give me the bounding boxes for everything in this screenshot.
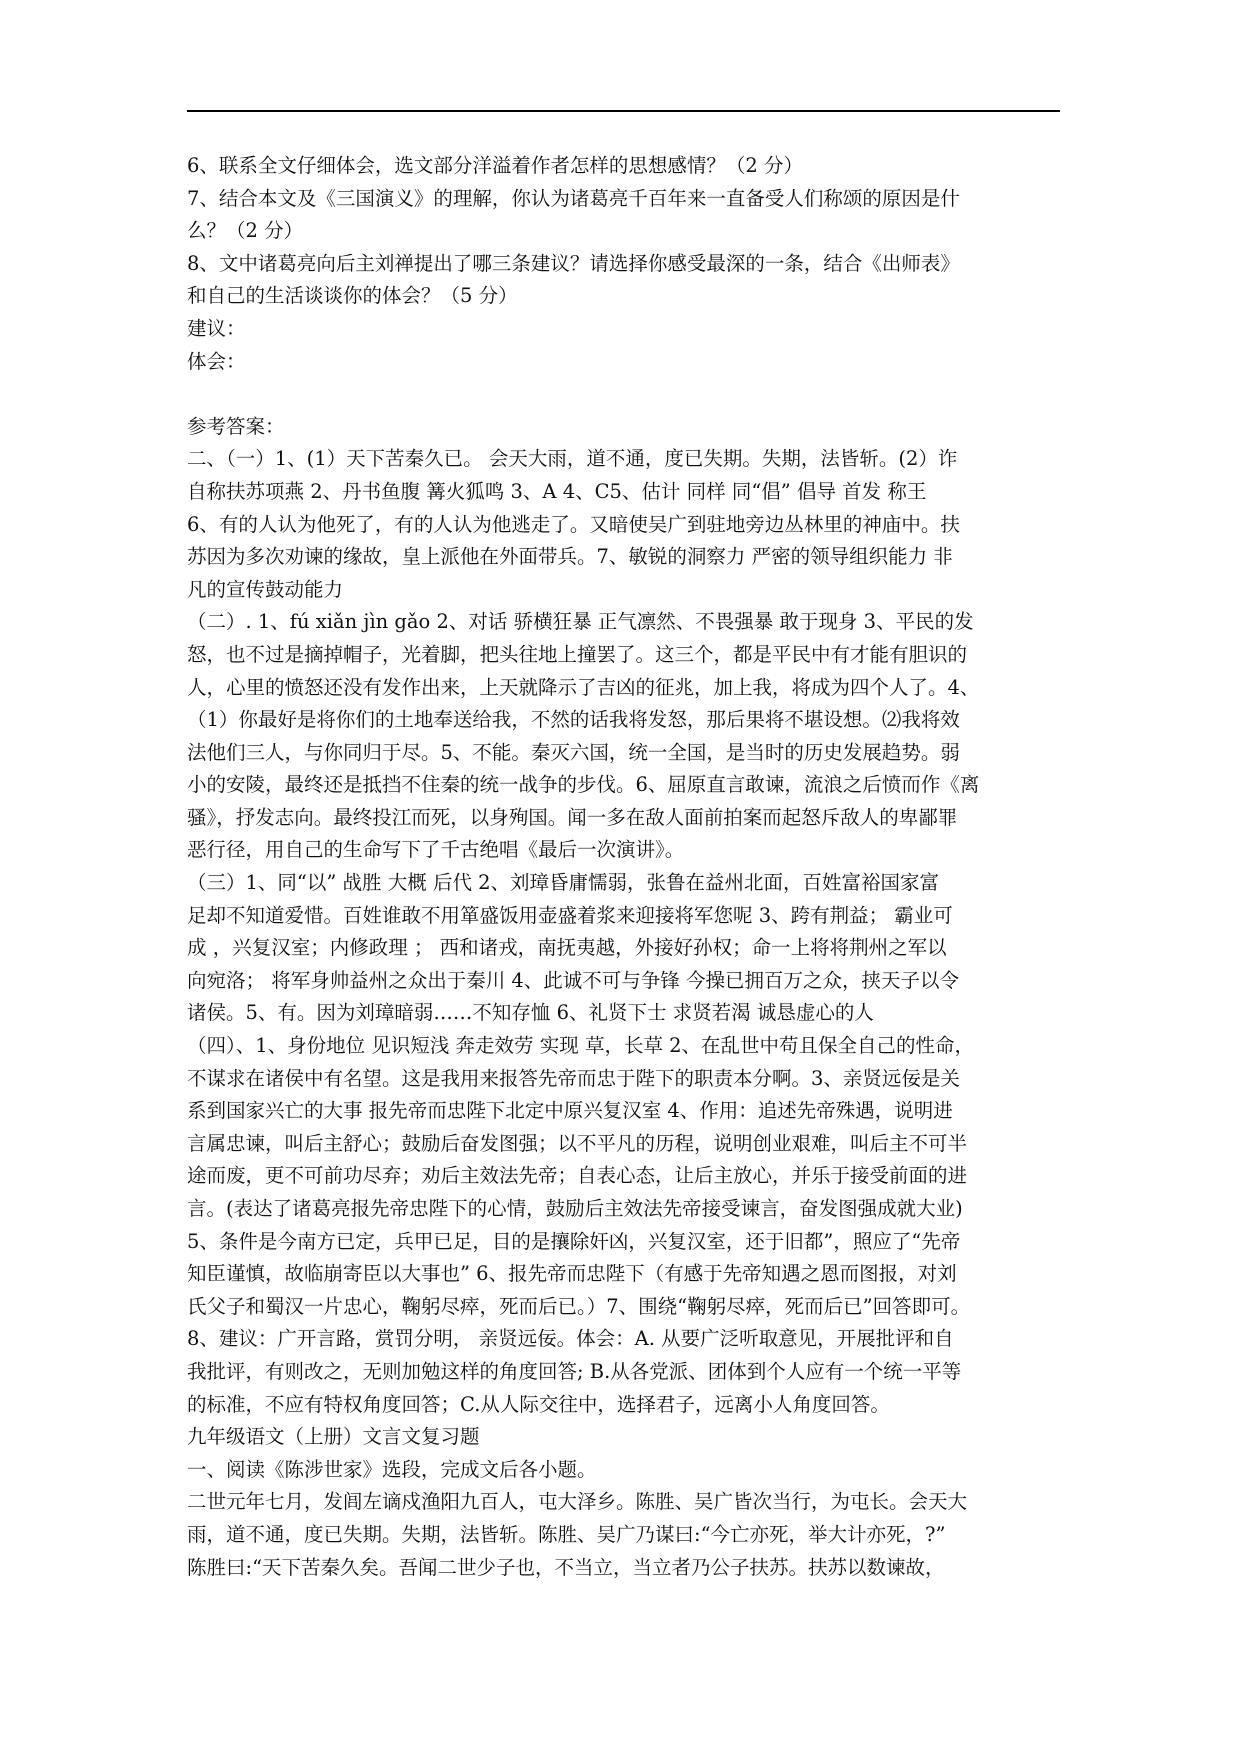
suggestion-label: 建议： xyxy=(187,316,246,340)
answer-line: 骚》，抒发志向。最终投江而死，以身殉国。闻一多在敌人面前拍案而起怒斥敌人的卑鄙罪 xyxy=(187,805,958,829)
answers-heading: 参考答案： xyxy=(187,414,285,438)
answer-line: 知臣谨慎，故临崩寄臣以大事也” 6、报先帝而忠陛下（有感于先帝知遇之恩而图报，对刘 xyxy=(187,1262,957,1286)
question-7: 7、结合本文及《三国演义》的理解，你认为诸葛亮千百年来一直备受人们称颂的原因是什 xyxy=(187,186,960,210)
answer-line: 不谋求在诸侯中有名望。这是我用来报答先帝而忠于陛下的职责本分啊。3、亲贤远佞是关 xyxy=(187,1066,960,1090)
passage-line: 陈胜曰:“天下苦秦久矣。吾闻二世少子也，不当立，当立者乃公子扶苏。扶苏以数谏故， xyxy=(187,1555,945,1579)
reading-instruction: 一、阅读《陈涉世家》选段，完成文后各小题。 xyxy=(187,1457,597,1481)
answer-line: 8、建议：广开言路，赏罚分明， 亲贤远佞。体会：A. 从要广泛听取意见，开展批评和自 xyxy=(187,1327,954,1351)
answer-line: 6、有的人认为他死了，有的人认为他逃走了。又暗使吴广到驻地旁边丛林里的神庙中。扶 xyxy=(187,512,960,536)
answer-line: 的标准，不应有特权角度回答；C.从人际交往中，选择君子，远离小人角度回答。 xyxy=(187,1392,890,1416)
answer-line: 二、（一）1、(1）天下苦秦久已。 会天大雨，道不通，度已失期。失期，法皆斩。(2）诈 xyxy=(187,447,958,471)
header-rule xyxy=(187,110,1060,112)
answer-line: 系到国家兴亡的大事 报先帝而忠陛下北定中原兴复汉室 4、作用：追述先帝殊遇，说明进 xyxy=(187,1099,953,1123)
answer-line: 途而废，更不可前功尽弃；劝后主效法先帝；自表心态，让后主放心，并乐于接受前面的进 xyxy=(187,1164,968,1188)
answer-line: 法他们三人，与你同归于尽。5、不能。秦灭六国，统一全国，是当时的历史发展趋势。弱 xyxy=(187,740,960,764)
question-8: 8、文中诸葛亮向后主刘禅提出了哪三条建议？请选择你感受最深的一条，结合《出师表》 xyxy=(187,251,960,275)
answer-line: 言属忠谏，叫后主舒心；鼓励后奋发图强；以不平凡的历程，说明创业艰难，叫后主不可半 xyxy=(187,1131,968,1155)
passage-line: 二世元年七月，发闾左谪戍渔阳九百人，屯大泽乡。陈胜、吴广皆次当行，为屯长。会天大 xyxy=(187,1490,968,1514)
question-6: 6、联系全文仔细体会，选文部分洋溢着作者怎样的思想感情？（2 分） xyxy=(187,154,804,177)
document-body xyxy=(187,150,1067,1584)
answer-line: 怒，也不过是摘掉帽子，光着脚，把头往地上撞罢了。这三个，都是平民中有才能有胆识的 xyxy=(187,642,968,666)
answer-line: 我批评，有则改之，无则加勉这样的角度回答; B.从各党派、团体到个人应有一个统一平等 xyxy=(187,1359,962,1383)
question-8-cont: 和自己的生活谈谈你的体会？（5 分） xyxy=(187,284,518,308)
answer-line: 5、条件是今南方已定，兵甲已足，目的是攘除奸凶，兴复汉室，还于旧都”，照应了“先帝 xyxy=(187,1229,961,1253)
answer-line: 诸侯。5、有。因为刘璋暗弱……不知存恤 6、礼贤下士 求贤若渴 诚恳虚心的人 xyxy=(187,1001,874,1025)
section-title: 九年级语文（上册）文言文复习题 xyxy=(187,1425,480,1449)
experience-label: 体会： xyxy=(187,349,246,373)
answer-line: （三）1、同“以” 战胜 大概 后代 2、刘璋昏庸懦弱，张鲁在益州北面，百姓富裕国家富 xyxy=(187,871,940,895)
answer-line: 氏父子和蜀汉一片忠心，鞠躬尽瘁，死而后已。）7、围绕“鞠躬尽瘁，死而后已”回答即可。 xyxy=(187,1294,971,1318)
answer-line: 人，心里的愤怒还没有发作出来，上天就降示了吉凶的征兆，加上我，将成为四个人了。4、 xyxy=(187,675,980,699)
answer-line: 向宛洛； 将军身帅益州之众出于秦川 4、此诚不可与争锋 今操已拥百万之众，挟天子以令 xyxy=(187,968,960,992)
answer-line: （二）. 1、fú xiǎn jìn gǎo 2、对话 骄横狂暴 正气凛然、不畏强暴 敢于现身 3、平民的发 xyxy=(187,610,974,634)
passage-line: 雨，道不通，度已失期。失期，法皆斩。陈胜、吴广乃谋曰:“今亡亦死，举大计亦死，?” xyxy=(187,1522,946,1546)
answer-line: 恶行径，用自己的生命写下了千古绝唱《最后一次演讲》。 xyxy=(187,838,685,862)
answer-line: 自称扶苏项燕 2、丹书鱼腹 篝火狐鸣 3、A 4、C5、估计 同样 同“倡” 倡导 首发 称王 xyxy=(187,479,927,503)
blank-line xyxy=(187,378,1067,411)
answer-line: 足却不知道爱惜。百姓谁敢不用箪盛饭用壶盛着浆来迎接将军您呢 3、跨有荆益； 霸业可 xyxy=(187,903,953,927)
answer-line: 苏因为多次劝谏的缘故，皇上派他在外面带兵。7、敏锐的洞察力 严密的领导组织能力 非 xyxy=(187,545,953,569)
answer-line: 言。(表达了诸葛亮报先帝忠陛下的心情，鼓励后主效法先帝接受谏言，奋发图强成就大业) xyxy=(187,1197,963,1220)
answer-line: 小的安陵，最终还是抵挡不住秦的统一战争的步伐。6、屈原直言敢谏，流浪之后愤而作《离 xyxy=(187,773,980,797)
question-7-cont: 么？（2 分） xyxy=(187,219,304,243)
answer-line: （四）、1、身份地位 见识短浅 奔走效劳 实现 草，长草 2、在乱世中苟且保全自己的性命， xyxy=(187,1034,975,1058)
answer-line: 凡的宣传鼓动能力 xyxy=(187,577,344,601)
answer-line: （1）你最好是将你们的土地奉送给我，不然的话我将发怒，那后果将不堪设想。⑵我将效 xyxy=(187,708,960,732)
answer-line: 成 ，兴复汉室；内修政理 ； 西和诸戎，南抚夷越，外接好孙权；命一上将将荆州之军以 xyxy=(187,936,947,960)
